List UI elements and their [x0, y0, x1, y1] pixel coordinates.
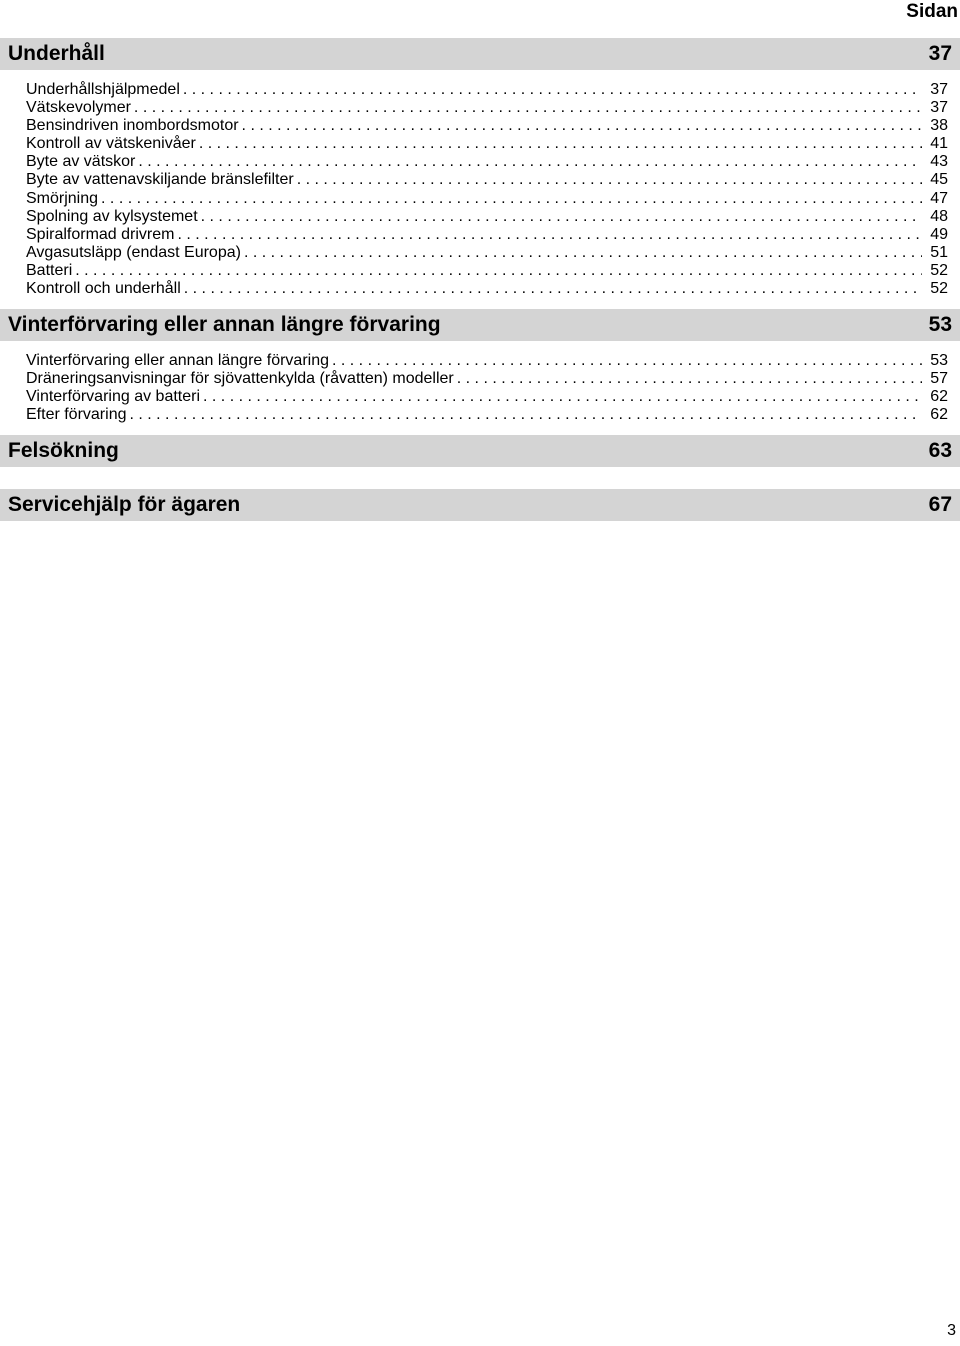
section-page: 37	[928, 42, 952, 65]
toc-entry[interactable]	[26, 135, 948, 153]
entry-page: 37	[930, 99, 948, 117]
dot-leader	[244, 244, 922, 262]
toc-entry[interactable]	[26, 117, 948, 135]
toc-entry[interactable]	[26, 262, 948, 280]
dot-leader	[242, 117, 922, 135]
toc-entry[interactable]	[26, 190, 948, 208]
dot-leader	[203, 388, 922, 406]
section-page: 67	[928, 493, 952, 516]
section-title: Vinterförvaring eller annan längre förvaring	[8, 313, 441, 336]
entry-title: Vinterförvaring av batteri	[26, 388, 201, 406]
toc-entry[interactable]	[26, 171, 948, 189]
entry-page: 47	[930, 189, 948, 207]
toc-entry[interactable]	[26, 280, 948, 298]
entry-title: Spiralformad drivrem	[26, 225, 175, 243]
entry-title: Bensindriven inombordsmotor	[26, 117, 239, 135]
toc-entry[interactable]	[26, 81, 948, 99]
toc-entry-list	[26, 352, 948, 424]
entry-title: Kontroll och underhåll	[26, 280, 181, 298]
toc-entry[interactable]	[26, 99, 948, 117]
toc-entry[interactable]	[26, 388, 948, 406]
toc-entry[interactable]	[26, 153, 948, 171]
section-title: Felsökning	[8, 439, 119, 462]
dot-leader	[134, 99, 922, 117]
section-page: 63	[928, 439, 952, 462]
entry-page: 62	[930, 406, 948, 424]
entry-page: 37	[930, 81, 948, 98]
entry-page: 43	[930, 153, 948, 171]
entry-page: 53	[930, 352, 948, 369]
section-page: 53	[928, 313, 952, 336]
dot-leader	[199, 135, 922, 153]
entry-page: 57	[930, 370, 948, 388]
entry-page: 52	[930, 261, 948, 279]
dot-leader	[201, 208, 922, 226]
entry-title: Spolning av kylsystemet	[26, 207, 198, 225]
dot-leader	[184, 280, 922, 298]
toc-entry[interactable]	[26, 370, 948, 388]
entry-title: Byte av vätskor	[26, 153, 136, 171]
entry-title: Vinterförvaring eller annan längre förvaring	[26, 352, 329, 369]
dot-leader	[101, 190, 922, 208]
toc-section-header[interactable]	[0, 489, 960, 521]
entry-title: Efter förvaring	[26, 406, 127, 424]
toc-entry[interactable]	[26, 352, 948, 370]
entry-title: Avgasutsläpp (endast Europa)	[26, 243, 241, 261]
toc-entry-list	[26, 81, 948, 298]
toc-entry[interactable]	[26, 406, 948, 424]
toc-section-header[interactable]	[0, 309, 960, 341]
dot-leader	[129, 406, 922, 424]
entry-page: 45	[930, 171, 948, 189]
toc-entry[interactable]	[26, 226, 948, 244]
dot-leader	[183, 81, 922, 99]
section-title: Underhåll	[8, 42, 105, 65]
entry-title: Batteri	[26, 261, 73, 279]
dot-leader	[297, 171, 922, 189]
dot-leader	[457, 370, 922, 388]
dot-leader	[138, 153, 922, 171]
entry-title: Dräneringsanvisningar för sjövattenkylda (råvatten) modeller	[26, 370, 454, 388]
entry-page: 48	[930, 207, 948, 225]
dot-leader	[332, 352, 922, 370]
toc-section-header[interactable]	[0, 435, 960, 467]
entry-title: Byte av vattenavskiljande bränslefilter	[26, 171, 294, 189]
toc-entry[interactable]	[26, 208, 948, 226]
section-title: Servicehjälp för ägaren	[8, 493, 241, 516]
page-number: 3	[947, 1322, 956, 1339]
entry-page: 49	[930, 225, 948, 243]
entry-page: 52	[930, 280, 948, 298]
entry-title: Kontroll av vätskenivåer	[26, 135, 196, 153]
entry-page: 41	[930, 135, 948, 153]
dot-leader	[177, 226, 922, 244]
entry-title: Underhållshjälpmedel	[26, 81, 180, 98]
entry-page: 62	[930, 388, 948, 406]
entry-title: Vätskevolymer	[26, 99, 131, 117]
toc-entry[interactable]	[26, 244, 948, 262]
toc-section-header[interactable]	[0, 38, 960, 70]
entry-page: 51	[930, 243, 948, 261]
dot-leader	[75, 262, 922, 280]
entry-page: 38	[930, 117, 948, 135]
entry-title: Smörjning	[26, 189, 99, 207]
page-column-label: Sidan	[906, 1, 958, 22]
